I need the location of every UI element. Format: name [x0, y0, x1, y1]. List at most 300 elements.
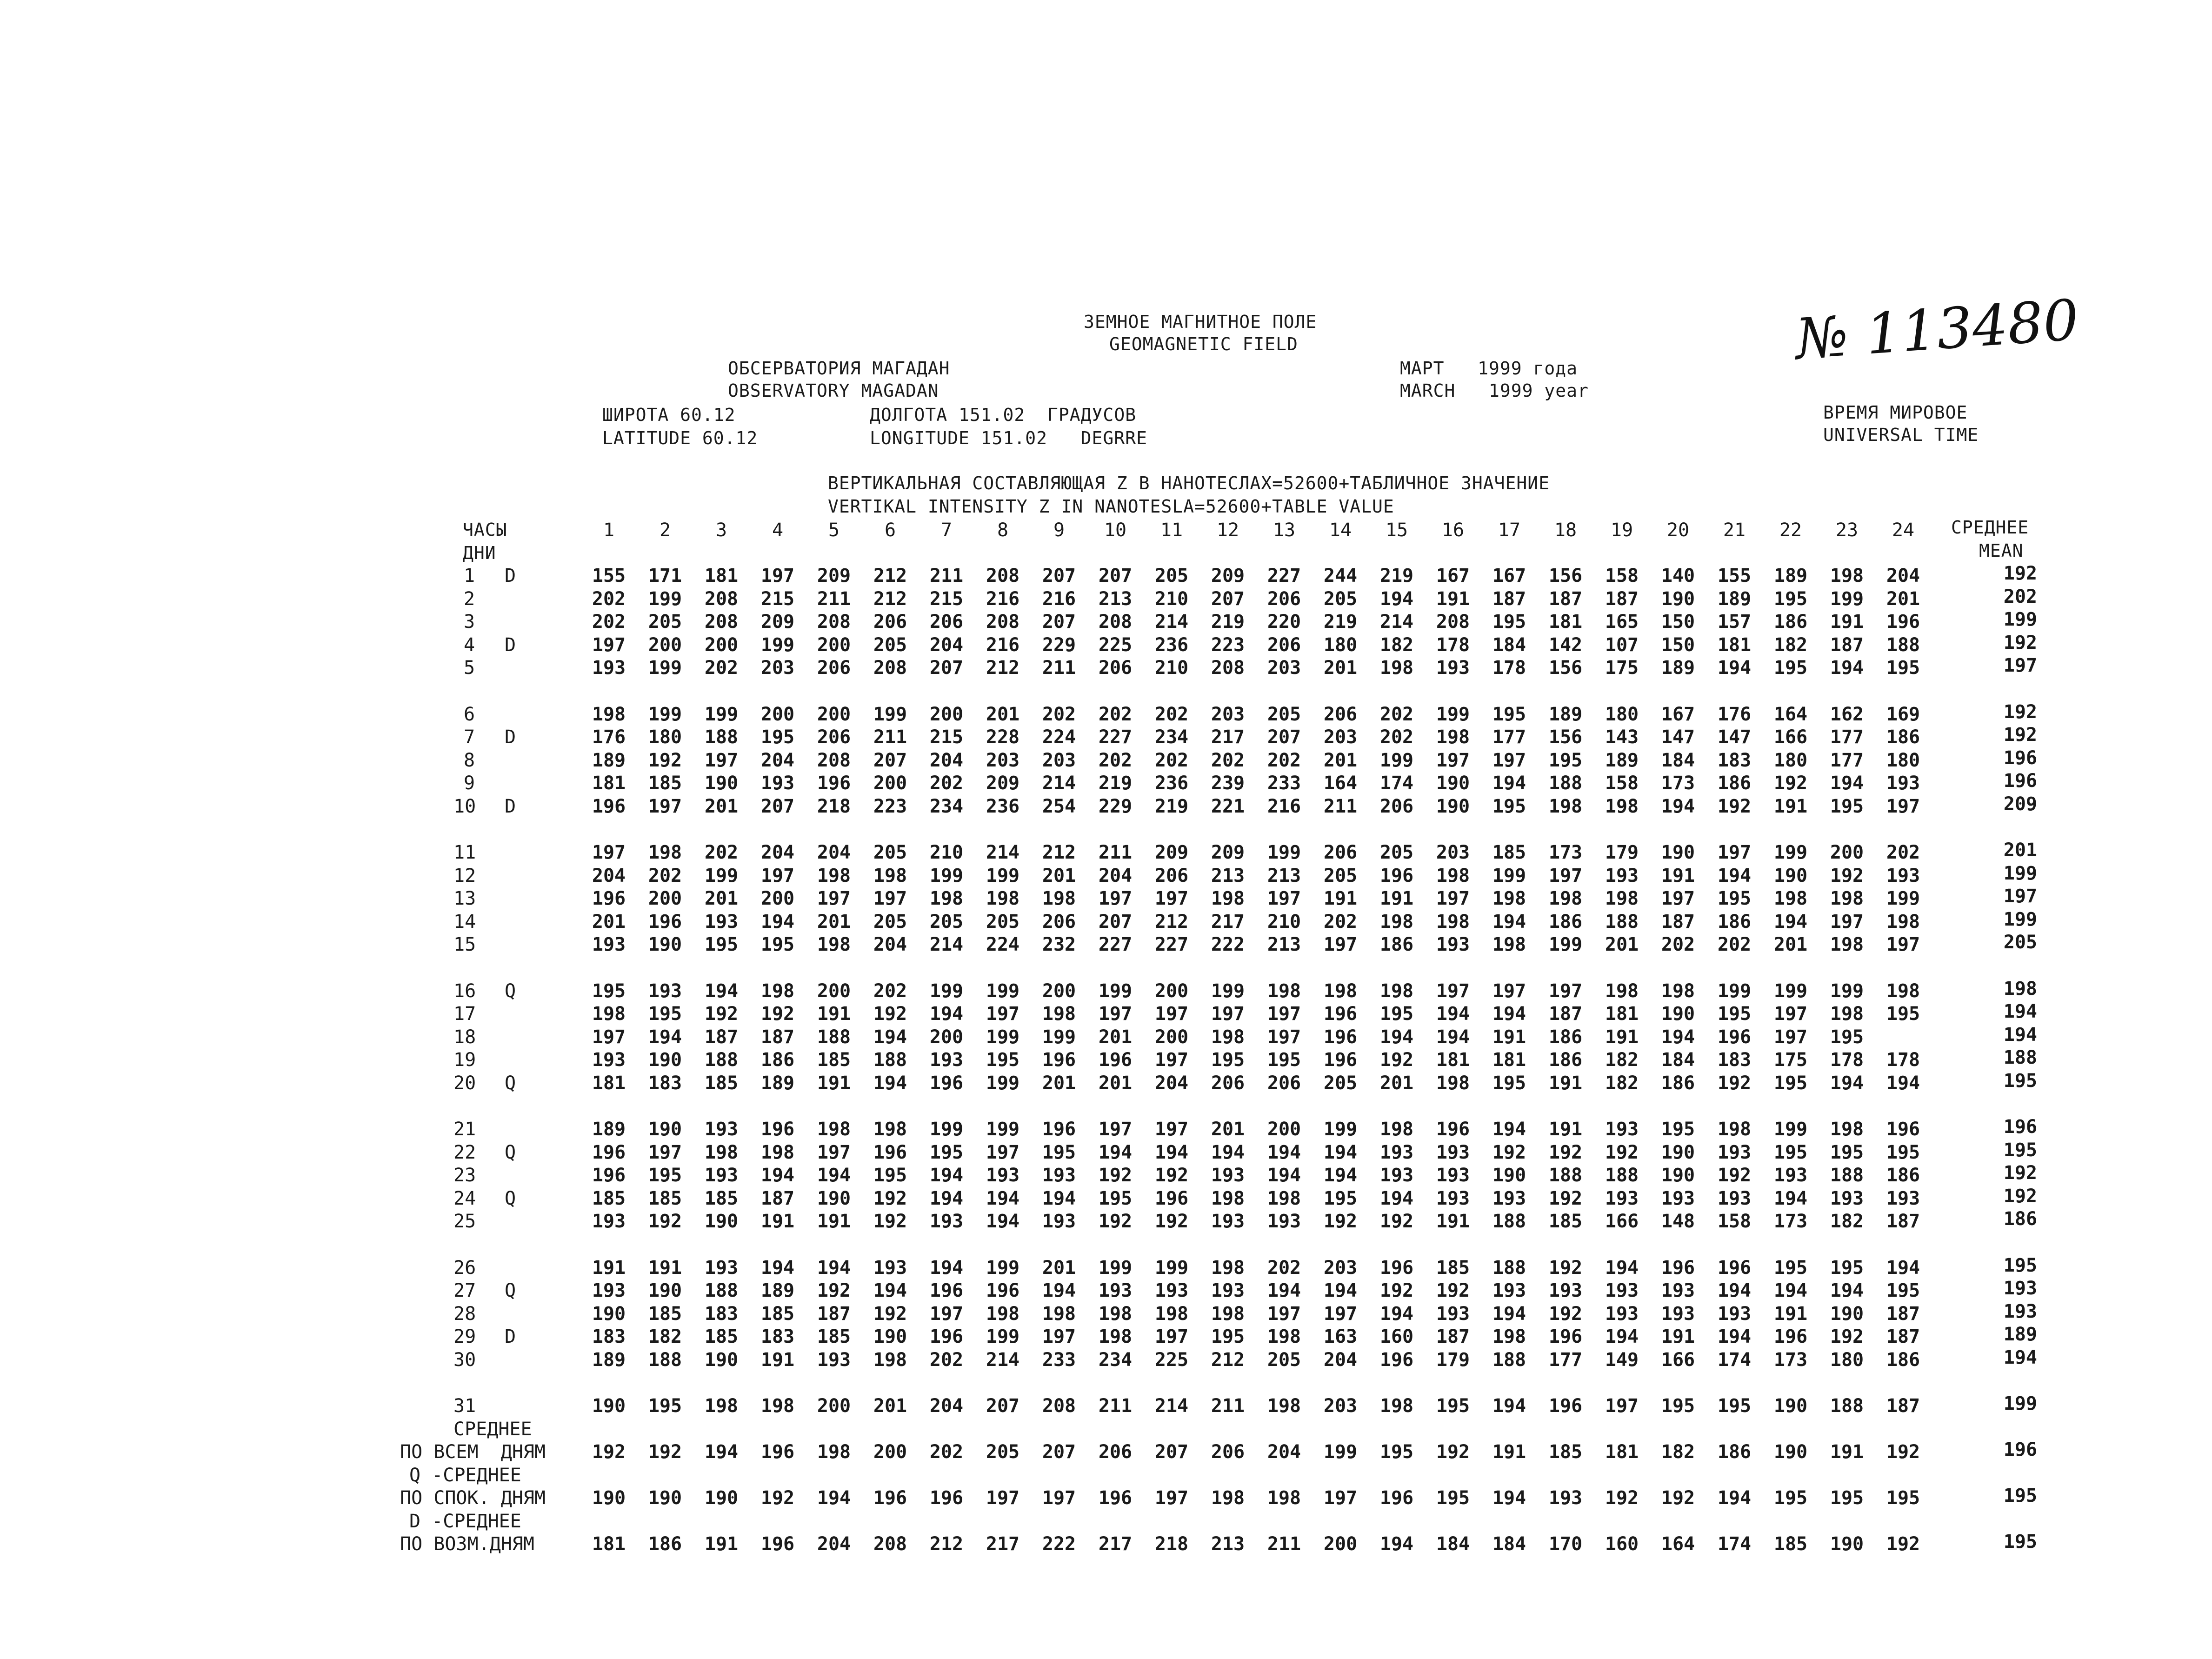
- table-cell: 211: [1098, 842, 1133, 863]
- table-cell: 196: [1717, 1026, 1752, 1048]
- table-cell: 201: [1886, 588, 1920, 610]
- table-cell: 194: [873, 1026, 907, 1048]
- table-cell: 205: [1379, 842, 1414, 863]
- table-cell: 192: [873, 1303, 907, 1325]
- table-cell: 199: [648, 588, 682, 610]
- day-flag: D: [505, 565, 516, 586]
- summary-label-top: Q -СРЕДНЕЕ: [409, 1464, 521, 1486]
- table-cell: 195: [1661, 1119, 1695, 1140]
- table-cell: 197: [986, 1141, 1020, 1163]
- table-cell: 197: [1886, 934, 1920, 955]
- table-cell: 166: [1773, 726, 1808, 748]
- table-cell: 180: [1886, 749, 1920, 771]
- table-cell: 186: [760, 1049, 795, 1071]
- table-cell: 196: [1323, 1049, 1358, 1071]
- table-cell: 191: [760, 1211, 795, 1232]
- table-cell: 195: [873, 1165, 907, 1186]
- table-cell: 189: [760, 1072, 795, 1094]
- table-cell: 155: [592, 565, 626, 586]
- table-cell: 212: [873, 588, 907, 610]
- table-cell: 239: [1211, 773, 1245, 794]
- table-cell: 229: [1042, 634, 1076, 656]
- summary-cell: 197: [1042, 1487, 1076, 1509]
- table-cell: 219: [1379, 565, 1414, 586]
- table-cell: 199: [929, 865, 964, 886]
- hour-header: 21: [1723, 520, 1746, 541]
- table-cell: 192: [1548, 1257, 1583, 1279]
- table-cell: 193: [817, 1349, 851, 1371]
- summary-cell: 191: [1830, 1441, 1864, 1463]
- table-cell: 214: [1379, 611, 1414, 633]
- table-cell: 182: [1379, 634, 1414, 656]
- row-mean: 196: [2003, 747, 2037, 769]
- table-cell: 188: [704, 1049, 739, 1071]
- summary-cell: 198: [817, 1441, 851, 1463]
- table-cell: 207: [760, 795, 795, 817]
- table-cell: 194: [817, 1165, 851, 1186]
- table-cell: 199: [986, 1072, 1020, 1094]
- table-cell: 210: [1267, 911, 1301, 933]
- table-cell: 196: [1548, 1395, 1583, 1417]
- table-cell: 181: [1436, 1049, 1470, 1071]
- table-cell: 198: [1830, 888, 1864, 909]
- table-cell: 200: [929, 1026, 964, 1048]
- summary-cell: 190: [648, 1487, 682, 1509]
- table-cell: 177: [1548, 1349, 1583, 1371]
- table-cell: 203: [1323, 1257, 1358, 1279]
- table-cell: 190: [648, 1049, 682, 1071]
- summary-cell: 191: [704, 1533, 739, 1555]
- summary-label-bottom: ПО СПОК. ДНЯМ: [400, 1487, 546, 1509]
- table-cell: 234: [1154, 726, 1189, 748]
- table-cell: 199: [1830, 980, 1864, 1002]
- hour-header: 18: [1554, 520, 1577, 541]
- table-cell: 202: [1323, 911, 1358, 933]
- time-en: UNIVERSAL TIME: [1823, 425, 1979, 445]
- table-cell: 194: [817, 1257, 851, 1279]
- table-cell: 195: [1267, 1049, 1301, 1071]
- row-mean: 193: [2003, 1278, 2037, 1299]
- table-cell: 224: [986, 934, 1020, 955]
- table-cell: 150: [1661, 634, 1695, 656]
- day-flag: Q: [505, 980, 516, 1002]
- table-cell: 193: [592, 657, 626, 679]
- table-cell: 193: [1717, 1303, 1752, 1325]
- day-number: 8: [464, 749, 475, 771]
- table-cell: 199: [1211, 980, 1245, 1002]
- table-cell: 185: [704, 1326, 739, 1347]
- row-mean: 192: [2003, 632, 2037, 653]
- summary-cell: 196: [929, 1487, 964, 1509]
- table-cell: 192: [1773, 773, 1808, 794]
- table-cell: 198: [592, 1003, 626, 1025]
- table-cell: 212: [873, 565, 907, 586]
- table-cell: 193: [1605, 865, 1639, 886]
- table-cell: 193: [592, 1280, 626, 1301]
- table-cell: 197: [1098, 1119, 1133, 1140]
- day-flag: Q: [505, 1187, 516, 1209]
- table-cell: 190: [1436, 795, 1470, 817]
- table-cell: 202: [929, 773, 964, 794]
- row-mean: 192: [2003, 1162, 2037, 1184]
- table-cell: 193: [1436, 1141, 1470, 1163]
- table-cell: 198: [873, 1119, 907, 1140]
- summary-cell: 213: [1211, 1533, 1245, 1555]
- table-cell: 184: [1661, 749, 1695, 771]
- table-cell: 179: [1436, 1349, 1470, 1371]
- table-cell: 192: [704, 1003, 739, 1025]
- table-cell: 198: [1211, 1026, 1245, 1048]
- table-cell: 197: [1661, 888, 1695, 909]
- table-cell: 197: [1323, 1303, 1358, 1325]
- table-cell: 191: [1773, 795, 1808, 817]
- table-cell: 198: [1211, 1257, 1245, 1279]
- table-cell: 177: [1830, 726, 1864, 748]
- table-cell: 219: [1154, 795, 1189, 817]
- table-cell: 198: [986, 888, 1020, 909]
- table-cell: 190: [1492, 1165, 1526, 1186]
- table-cell: 186: [1886, 726, 1920, 748]
- table-cell: 199: [986, 1119, 1020, 1140]
- day-number: 24: [453, 1187, 476, 1209]
- summary-cell: 196: [760, 1533, 795, 1555]
- table-cell: 205: [1323, 865, 1358, 886]
- table-cell: 194: [1830, 1072, 1864, 1094]
- table-cell: 194: [873, 1072, 907, 1094]
- row-mean: 195: [2003, 1070, 2037, 1092]
- table-cell: 197: [760, 565, 795, 586]
- table-cell: 187: [1886, 1326, 1920, 1347]
- table-cell: 198: [1379, 1395, 1414, 1417]
- hour-header: 11: [1160, 520, 1183, 541]
- table-cell: 214: [1042, 773, 1076, 794]
- table-cell: 200: [648, 634, 682, 656]
- table-cell: 198: [1717, 1119, 1752, 1140]
- row-mean: 186: [2003, 1208, 2037, 1230]
- table-cell: 195: [1830, 1141, 1864, 1163]
- summary-cell: 204: [1267, 1441, 1301, 1463]
- table-cell: 199: [1773, 1119, 1808, 1140]
- summary-cell: 193: [1548, 1487, 1583, 1509]
- table-cell: 195: [704, 934, 739, 955]
- day-number: 10: [453, 795, 476, 817]
- table-cell: 194: [1492, 911, 1526, 933]
- table-cell: 143: [1605, 726, 1639, 748]
- table-cell: 181: [1717, 634, 1752, 656]
- table-cell: 202: [929, 1349, 964, 1371]
- table-cell: 199: [1717, 980, 1752, 1002]
- table-cell: 196: [592, 888, 626, 909]
- table-cell: 221: [1211, 795, 1245, 817]
- table-cell: 178: [1830, 1049, 1864, 1071]
- table-cell: 194: [1492, 1303, 1526, 1325]
- table-cell: 194: [1492, 1119, 1526, 1140]
- table-cell: 199: [648, 703, 682, 725]
- table-cell: 198: [704, 1395, 739, 1417]
- table-cell: 206: [929, 611, 964, 633]
- table-cell: 223: [1211, 634, 1245, 656]
- table-cell: 244: [1323, 565, 1358, 586]
- table-cell: 188: [1548, 1165, 1583, 1186]
- table-cell: 194: [1323, 1280, 1358, 1301]
- summary-cell: 195: [1830, 1487, 1864, 1509]
- table-cell: 215: [760, 588, 795, 610]
- summary-cell: 200: [1323, 1533, 1358, 1555]
- summary-cell: 195: [1773, 1487, 1808, 1509]
- table-cell: 193: [929, 1049, 964, 1071]
- table-cell: 186: [1548, 1026, 1583, 1048]
- table-cell: 197: [1830, 911, 1864, 933]
- table-cell: 193: [1605, 1280, 1639, 1301]
- summary-cell: 211: [1267, 1533, 1301, 1555]
- table-cell: 198: [1098, 1303, 1133, 1325]
- table-cell: 202: [1154, 749, 1189, 771]
- hour-header: 2: [659, 520, 671, 541]
- table-cell: 188: [1605, 911, 1639, 933]
- summary-cell: 174: [1717, 1533, 1752, 1555]
- table-cell: 195: [1886, 1280, 1920, 1301]
- hour-header: 6: [884, 520, 896, 541]
- table-cell: 198: [760, 980, 795, 1002]
- table-cell: 195: [1211, 1326, 1245, 1347]
- table-cell: 201: [704, 888, 739, 909]
- table-cell: 199: [986, 865, 1020, 886]
- summary-cell: 196: [1379, 1487, 1414, 1509]
- summary-cell: 170: [1548, 1533, 1583, 1555]
- table-cell: 195: [1042, 1141, 1076, 1163]
- table-cell: 191: [1436, 1211, 1470, 1232]
- table-cell: 174: [1379, 773, 1414, 794]
- table-cell: 183: [704, 1303, 739, 1325]
- table-cell: 198: [873, 1349, 907, 1371]
- table-cell: 192: [1830, 865, 1864, 886]
- table-cell: 174: [1717, 1349, 1752, 1371]
- row-mean: 192: [2003, 1185, 2037, 1207]
- hour-header: 12: [1216, 520, 1239, 541]
- row-mean: 199: [2003, 609, 2037, 630]
- table-cell: 202: [1267, 1257, 1301, 1279]
- table-cell: 193: [1042, 1165, 1076, 1186]
- table-cell: 198: [704, 1141, 739, 1163]
- row-mean: 197: [2003, 655, 2037, 676]
- summary-cell: 186: [1717, 1441, 1752, 1463]
- table-cell: 201: [1042, 1072, 1076, 1094]
- table-cell: 194: [929, 1165, 964, 1186]
- summary-cell: 194: [1717, 1487, 1752, 1509]
- table-cell: 158: [1605, 565, 1639, 586]
- table-cell: 194: [1717, 1326, 1752, 1347]
- table-cell: 186: [1773, 611, 1808, 633]
- table-cell: 198: [1154, 1303, 1189, 1325]
- table-cell: 190: [704, 1349, 739, 1371]
- hour-header: 16: [1441, 520, 1465, 541]
- table-cell: 193: [1436, 1187, 1470, 1209]
- table-cell: 202: [648, 865, 682, 886]
- table-cell: 195: [1661, 1395, 1695, 1417]
- table-cell: 196: [929, 1326, 964, 1347]
- table-cell: 200: [1267, 1119, 1301, 1140]
- row-mean: 192: [2003, 563, 2037, 584]
- table-cell: 195: [1773, 1072, 1808, 1094]
- table-cell: 194: [1492, 1395, 1526, 1417]
- table-cell: 190: [1830, 1303, 1864, 1325]
- table-cell: 234: [1098, 1349, 1133, 1371]
- table-cell: 208: [1436, 611, 1470, 633]
- table-cell: 182: [1605, 1049, 1639, 1071]
- table-cell: 198: [1379, 657, 1414, 679]
- table-cell: 197: [1717, 842, 1752, 863]
- table-cell: 192: [1098, 1165, 1133, 1186]
- summary-mean: 195: [2003, 1531, 2037, 1552]
- table-cell: 194: [1773, 911, 1808, 933]
- table-cell: 185: [1436, 1257, 1470, 1279]
- table-cell: 187: [760, 1187, 795, 1209]
- table-cell: 193: [1042, 1211, 1076, 1232]
- table-cell: 192: [1548, 1141, 1583, 1163]
- table-cell: 198: [817, 1119, 851, 1140]
- table-cell: 192: [1379, 1049, 1414, 1071]
- table-cell: 187: [817, 1303, 851, 1325]
- table-cell: 190: [648, 1119, 682, 1140]
- table-cell: 196: [592, 1141, 626, 1163]
- table-cell: 198: [1830, 1003, 1864, 1025]
- table-cell: 208: [986, 611, 1020, 633]
- table-cell: 205: [648, 611, 682, 633]
- table-cell: 204: [929, 634, 964, 656]
- table-cell: 187: [1886, 1211, 1920, 1232]
- table-cell: 194: [1379, 1303, 1414, 1325]
- table-cell: 192: [648, 1211, 682, 1232]
- table-cell: 194: [1492, 1003, 1526, 1025]
- table-cell: 206: [1267, 588, 1301, 610]
- table-cell: 162: [1830, 703, 1864, 725]
- table-cell: 186: [1886, 1349, 1920, 1371]
- day-number: 9: [464, 773, 475, 794]
- table-cell: 199: [986, 1326, 1020, 1347]
- table-cell: 200: [929, 703, 964, 725]
- table-cell: 195: [760, 726, 795, 748]
- table-cell: 197: [1154, 888, 1189, 909]
- table-cell: 197: [1436, 749, 1470, 771]
- table-cell: 195: [1773, 588, 1808, 610]
- table-cell: 149: [1605, 1349, 1639, 1371]
- table-cell: 209: [1154, 842, 1189, 863]
- table-cell: 189: [592, 1349, 626, 1371]
- summary-cell: 184: [1492, 1533, 1526, 1555]
- table-cell: 205: [873, 634, 907, 656]
- table-cell: 190: [1661, 588, 1695, 610]
- table-cell: 158: [1717, 1211, 1752, 1232]
- hour-header: 14: [1329, 520, 1352, 541]
- table-cell: 188: [704, 1280, 739, 1301]
- table-cell: 202: [1098, 749, 1133, 771]
- table-cell: 173: [1548, 842, 1583, 863]
- table-cell: 186: [1886, 1165, 1920, 1186]
- table-cell: 185: [817, 1326, 851, 1347]
- table-cell: 199: [1098, 1257, 1133, 1279]
- table-cell: 199: [986, 1257, 1020, 1279]
- table-cell: 195: [1492, 611, 1526, 633]
- table-cell: 199: [648, 657, 682, 679]
- table-cell: 199: [760, 634, 795, 656]
- table-cell: 190: [1773, 865, 1808, 886]
- table-cell: 205: [1267, 1349, 1301, 1371]
- table-cell: 210: [1154, 657, 1189, 679]
- table-cell: 215: [929, 588, 964, 610]
- day-number: 7: [464, 726, 475, 748]
- row-mean: 195: [2003, 1139, 2037, 1161]
- table-cell: 199: [1436, 703, 1470, 725]
- table-cell: 209: [760, 611, 795, 633]
- table-cell: 208: [873, 657, 907, 679]
- table-cell: 200: [760, 888, 795, 909]
- table-cell: 195: [1830, 795, 1864, 817]
- table-cell: 194: [1830, 1280, 1864, 1301]
- table-cell: 190: [592, 1395, 626, 1417]
- table-cell: 192: [1830, 1326, 1864, 1347]
- table-cell: 189: [1605, 749, 1639, 771]
- hour-header: 22: [1779, 520, 1802, 541]
- table-cell: 167: [1661, 703, 1695, 725]
- table-cell: 187: [1661, 911, 1695, 933]
- table-cell: 191: [648, 1257, 682, 1279]
- table-cell: 206: [1323, 703, 1358, 725]
- table-cell: 196: [1379, 1349, 1414, 1371]
- table-cell: 193: [704, 1165, 739, 1186]
- table-cell: 166: [1661, 1349, 1695, 1371]
- table-cell: 198: [1605, 980, 1639, 1002]
- table-cell: 204: [817, 842, 851, 863]
- table-cell: 214: [986, 842, 1020, 863]
- table-cell: 191: [1379, 888, 1414, 909]
- table-cell: 192: [1717, 795, 1752, 817]
- table-cell: 191: [1548, 1119, 1583, 1140]
- table-cell: 197: [1605, 1395, 1639, 1417]
- table-cell: 198: [1548, 888, 1583, 909]
- table-cell: 206: [1379, 795, 1414, 817]
- table-cell: 193: [1211, 1165, 1245, 1186]
- summary-cell: 190: [592, 1487, 626, 1509]
- day-flag: Q: [505, 1141, 516, 1163]
- row-mean: 202: [2003, 586, 2037, 607]
- table-cell: 193: [1605, 1187, 1639, 1209]
- table-cell: 193: [1492, 1280, 1526, 1301]
- table-cell: 198: [1267, 1326, 1301, 1347]
- day-number: 31: [453, 1395, 476, 1417]
- table-cell: 188: [1830, 1395, 1864, 1417]
- table-cell: 197: [929, 1303, 964, 1325]
- table-cell: 191: [817, 1003, 851, 1025]
- table-cell: 190: [1773, 1395, 1808, 1417]
- table-cell: 202: [1717, 934, 1752, 955]
- table-cell: 183: [1717, 749, 1752, 771]
- summary-cell: 208: [873, 1533, 907, 1555]
- table-cell: 201: [1379, 1072, 1414, 1094]
- table-cell: 216: [986, 588, 1020, 610]
- table-cell: 190: [592, 1303, 626, 1325]
- table-cell: 236: [1154, 773, 1189, 794]
- summary-cell: 190: [1830, 1533, 1864, 1555]
- table-cell: 107: [1605, 634, 1639, 656]
- table-cell: 197: [1267, 888, 1301, 909]
- table-cell: 188: [1548, 773, 1583, 794]
- table-cell: 196: [592, 1165, 626, 1186]
- hour-header: 19: [1610, 520, 1633, 541]
- table-cell: 197: [592, 842, 626, 863]
- table-cell: 167: [1492, 565, 1526, 586]
- table-cell: 195: [929, 1141, 964, 1163]
- title-en: GEOMAGNETIC FIELD: [1109, 334, 1298, 354]
